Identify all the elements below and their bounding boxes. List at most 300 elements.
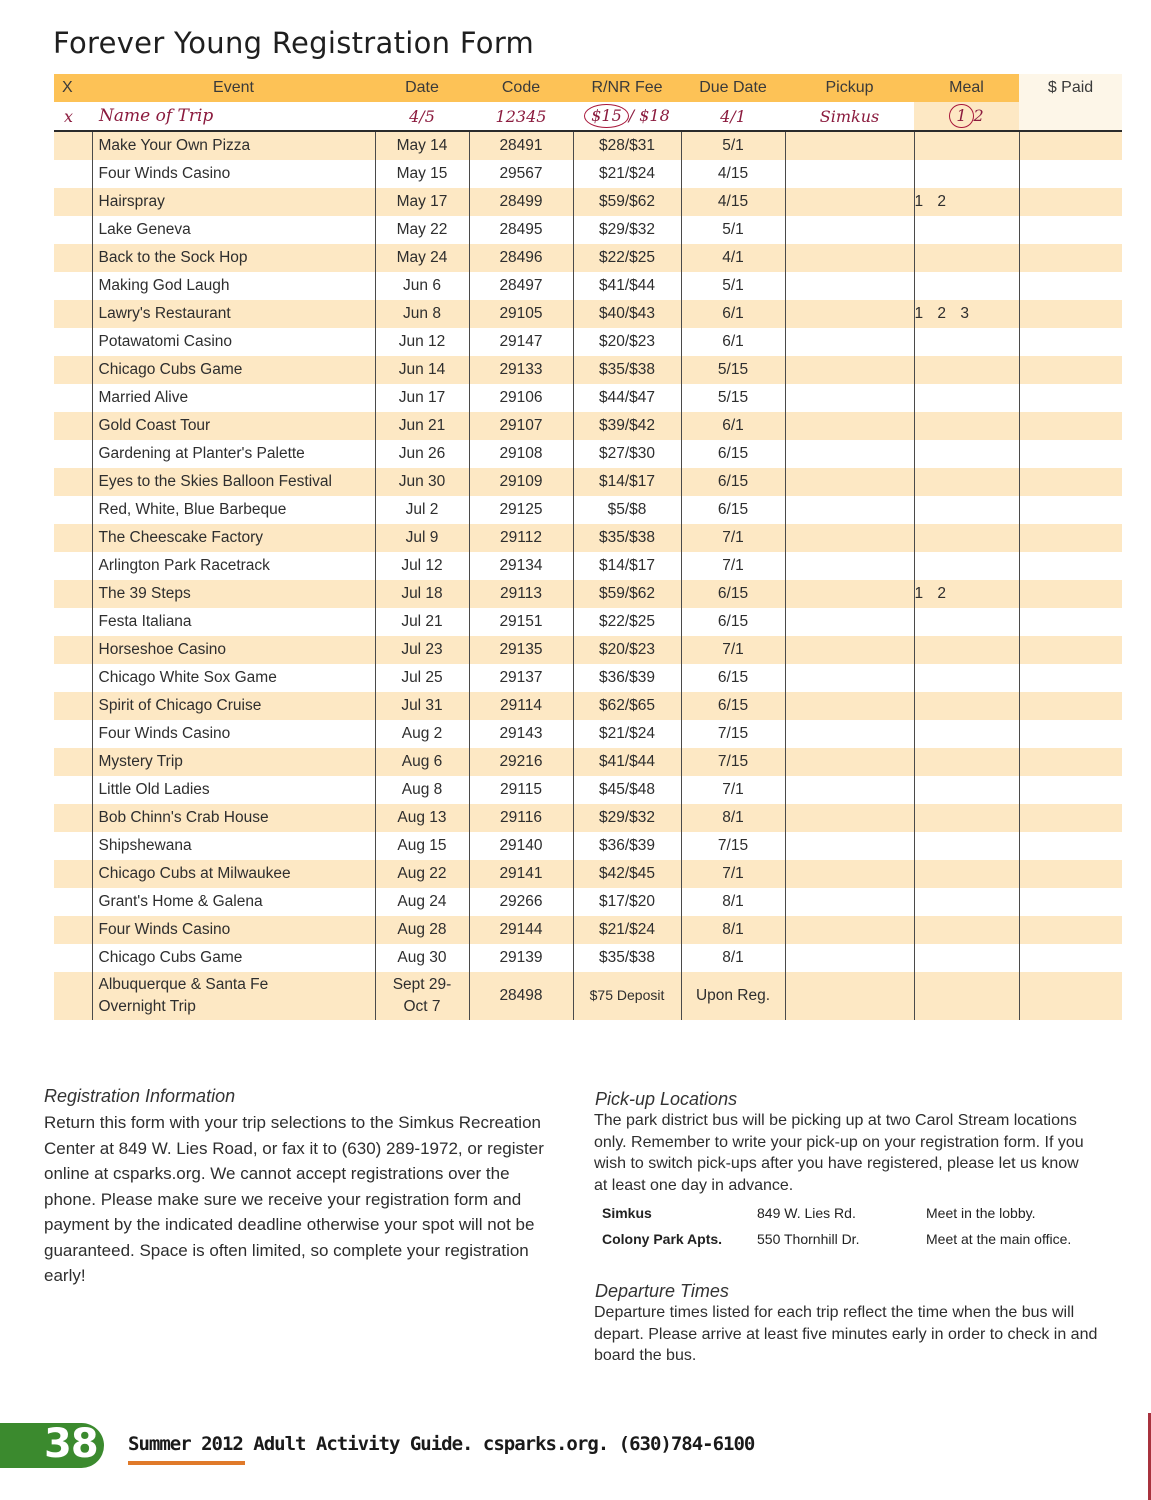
trip-meal xyxy=(914,216,1019,244)
trip-code: 29108 xyxy=(469,440,573,468)
sample-due: 4/1 xyxy=(681,102,785,131)
trip-code: 28496 xyxy=(469,244,573,272)
select-cell xyxy=(54,412,92,440)
trip-event: Lawry's Restaurant xyxy=(92,300,375,328)
trip-due-date: Upon Reg. xyxy=(681,972,785,1020)
trip-fee: $20/$23 xyxy=(573,328,681,356)
trip-event-line: Albuquerque & Santa Fe xyxy=(98,976,269,993)
select-cell xyxy=(54,216,92,244)
pickup-cell xyxy=(785,468,914,496)
trip-meal xyxy=(914,552,1019,580)
col-header-date: Date xyxy=(375,74,469,102)
trip-due-date: 6/1 xyxy=(681,412,785,440)
pickup-cell xyxy=(785,888,914,916)
header-row xyxy=(54,74,1122,102)
select-cell xyxy=(54,608,92,636)
trip-date: Jul 2 xyxy=(375,496,469,524)
pickup-row xyxy=(597,1200,1071,1226)
sample-code: 12345 xyxy=(469,102,573,131)
trip-due-date: 5/1 xyxy=(681,131,785,160)
trip-row xyxy=(54,804,1122,832)
trip-date-line: Sept 29- xyxy=(392,976,452,993)
trip-row xyxy=(54,188,1122,216)
select-cell xyxy=(54,244,92,272)
trip-due-date: 7/15 xyxy=(681,748,785,776)
pickup-cell xyxy=(785,720,914,748)
trip-date: Aug 15 xyxy=(375,832,469,860)
pickup-cell xyxy=(785,692,914,720)
select-cell xyxy=(54,272,92,300)
pickup-cell xyxy=(785,384,914,412)
trip-date: Jun 12 xyxy=(375,328,469,356)
pickup-cell xyxy=(785,131,914,160)
paid-cell xyxy=(1019,440,1122,468)
trip-fee: $35/$38 xyxy=(573,944,681,972)
trip-event: Chicago Cubs Game xyxy=(92,944,375,972)
trip-fee: $5/$8 xyxy=(573,496,681,524)
trip-date: Jul 18 xyxy=(375,580,469,608)
trip-row xyxy=(54,748,1122,776)
sample-row xyxy=(54,102,1122,131)
select-cell xyxy=(54,384,92,412)
trip-date: Jul 25 xyxy=(375,664,469,692)
pickup-heading: Pick-up Locations xyxy=(595,1089,738,1109)
col-header-fee: R/NR Fee xyxy=(573,74,681,102)
trip-event: Make Your Own Pizza xyxy=(92,131,375,160)
trip-fee: $42/$45 xyxy=(573,860,681,888)
trip-row xyxy=(54,524,1122,552)
trip-due-date: 4/15 xyxy=(681,160,785,188)
trip-fee xyxy=(573,972,681,1020)
pickup-cell xyxy=(785,412,914,440)
trip-code: 29105 xyxy=(469,300,573,328)
pickup-cell xyxy=(785,328,914,356)
trip-meal xyxy=(914,888,1019,916)
pickup-cell xyxy=(785,636,914,664)
trip-due-date: 7/15 xyxy=(681,832,785,860)
paid-cell xyxy=(1019,944,1122,972)
trip-date: Aug 22 xyxy=(375,860,469,888)
trip-date: Aug 13 xyxy=(375,804,469,832)
paid-cell xyxy=(1019,972,1122,1020)
trip-event: Chicago Cubs Game xyxy=(92,356,375,384)
trip-row xyxy=(54,860,1122,888)
trip-meal xyxy=(914,776,1019,804)
trip-code: 29139 xyxy=(469,944,573,972)
trip-fee: $14/$17 xyxy=(573,468,681,496)
select-cell xyxy=(54,804,92,832)
trip-code: 29151 xyxy=(469,608,573,636)
trip-fee: $36/$39 xyxy=(573,664,681,692)
paid-cell xyxy=(1019,412,1122,440)
pickup-cell xyxy=(785,748,914,776)
trip-due-date: 8/1 xyxy=(681,888,785,916)
paid-cell xyxy=(1019,860,1122,888)
meal-cell xyxy=(914,972,1019,1020)
select-cell xyxy=(54,131,92,160)
trip-date: May 22 xyxy=(375,216,469,244)
trip-fee: $44/$47 xyxy=(573,384,681,412)
paid-cell xyxy=(1019,524,1122,552)
paid-cell xyxy=(1019,328,1122,356)
pickup-cell xyxy=(785,356,914,384)
trip-row xyxy=(54,608,1122,636)
trip-meal xyxy=(914,832,1019,860)
trip-code: 28498 xyxy=(469,972,573,1020)
trip-code: 29112 xyxy=(469,524,573,552)
trip-event: Married Alive xyxy=(92,384,375,412)
sample-event: Name of Trip xyxy=(92,102,375,131)
trip-due-date: 5/1 xyxy=(681,216,785,244)
trip-date: Jun 30 xyxy=(375,468,469,496)
select-cell xyxy=(54,916,92,944)
trip-date: Aug 6 xyxy=(375,748,469,776)
pickup-cell xyxy=(785,832,914,860)
pickup-location-name: Colony Park Apts. xyxy=(602,1231,723,1247)
select-cell xyxy=(54,832,92,860)
pickup-cell xyxy=(785,804,914,832)
trip-row xyxy=(54,776,1122,804)
trip-due-date: 5/1 xyxy=(681,272,785,300)
trip-code: 29143 xyxy=(469,720,573,748)
select-cell xyxy=(54,972,92,1020)
trip-fee: $21/$24 xyxy=(573,160,681,188)
pickup-cell xyxy=(785,188,914,216)
trip-meal xyxy=(914,384,1019,412)
trip-row xyxy=(54,160,1122,188)
trip-meal xyxy=(914,720,1019,748)
trip-meal xyxy=(914,440,1019,468)
trip-row xyxy=(54,412,1122,440)
trip-code: 29106 xyxy=(469,384,573,412)
trip-due-date: 7/1 xyxy=(681,636,785,664)
trip-row xyxy=(54,300,1122,328)
trip-fee: $22/$25 xyxy=(573,244,681,272)
paid-cell xyxy=(1019,300,1122,328)
trip-event: Red, White, Blue Barbeque xyxy=(92,496,375,524)
trip-due-date: 7/1 xyxy=(681,860,785,888)
paid-cell xyxy=(1019,608,1122,636)
paid-cell xyxy=(1019,888,1122,916)
trip-row xyxy=(54,328,1122,356)
trip-row xyxy=(54,580,1122,608)
trip-date: Jun 6 xyxy=(375,272,469,300)
trip-due-date: 6/15 xyxy=(681,608,785,636)
trip-event: Four Winds Casino xyxy=(92,160,375,188)
trip-code: 29137 xyxy=(469,664,573,692)
trip-event: Four Winds Casino xyxy=(92,916,375,944)
trip-code: 29216 xyxy=(469,748,573,776)
trip-meal xyxy=(914,468,1019,496)
trip-event: The 39 Steps xyxy=(92,580,375,608)
trip-due-date: 6/1 xyxy=(681,328,785,356)
trip-event: Hairspray xyxy=(92,188,375,216)
trip-code: 29144 xyxy=(469,916,573,944)
trip-due-date: 4/1 xyxy=(681,244,785,272)
trip-row xyxy=(54,244,1122,272)
trip-code: 29141 xyxy=(469,860,573,888)
trip-event: Back to the Sock Hop xyxy=(92,244,375,272)
select-cell xyxy=(54,860,92,888)
trip-code: 29113 xyxy=(469,580,573,608)
pickup-location-address: 849 W. Lies Rd. xyxy=(757,1205,856,1221)
sample-fee-circled: $15 xyxy=(584,104,629,128)
trip-fee-text: $75 Deposit xyxy=(589,987,665,1003)
pickup-cell xyxy=(785,776,914,804)
trip-fee: $59/$62 xyxy=(573,188,681,216)
trip-date: Aug 24 xyxy=(375,888,469,916)
trip-meal xyxy=(914,412,1019,440)
trip-date: Aug 28 xyxy=(375,916,469,944)
trip-due-date: 7/15 xyxy=(681,720,785,748)
trip-date: May 24 xyxy=(375,244,469,272)
trip-due-date: 6/15 xyxy=(681,664,785,692)
trip-row xyxy=(54,888,1122,916)
trip-date: May 15 xyxy=(375,160,469,188)
paid-cell xyxy=(1019,244,1122,272)
paid-cell xyxy=(1019,131,1122,160)
registration-table xyxy=(54,74,1122,1020)
trip-meal xyxy=(914,328,1019,356)
paid-cell xyxy=(1019,692,1122,720)
registration-heading: Registration Information xyxy=(44,1086,236,1106)
trip-code: 29107 xyxy=(469,412,573,440)
trip-meal xyxy=(914,356,1019,384)
paid-cell xyxy=(1019,748,1122,776)
select-cell xyxy=(54,356,92,384)
select-cell xyxy=(54,188,92,216)
trip-due-date: 8/1 xyxy=(681,944,785,972)
paid-cell xyxy=(1019,552,1122,580)
select-cell xyxy=(54,720,92,748)
trip-fee: $41/$44 xyxy=(573,272,681,300)
paid-cell xyxy=(1019,832,1122,860)
pickup-cell xyxy=(785,216,914,244)
trip-event: Shipshewana xyxy=(92,832,375,860)
trip-fee: $20/$23 xyxy=(573,636,681,664)
select-cell xyxy=(54,468,92,496)
select-cell xyxy=(54,692,92,720)
trip-code: 28495 xyxy=(469,216,573,244)
pickup-cell xyxy=(785,972,914,1020)
trip-row xyxy=(54,664,1122,692)
trip-row xyxy=(54,972,1122,1020)
trip-event: Arlington Park Racetrack xyxy=(92,552,375,580)
trip-date: Jul 9 xyxy=(375,524,469,552)
select-cell xyxy=(54,748,92,776)
trip-meal: 1 2 3 xyxy=(914,300,1019,328)
trip-fee: $28/$31 xyxy=(573,131,681,160)
trip-meal xyxy=(914,692,1019,720)
trip-event: Bob Chinn's Crab House xyxy=(92,804,375,832)
trip-date: Jun 26 xyxy=(375,440,469,468)
trip-event: Grant's Home & Galena xyxy=(92,888,375,916)
trip-event: Eyes to the Skies Balloon Festival xyxy=(92,468,375,496)
select-cell xyxy=(54,580,92,608)
col-header-x: X xyxy=(54,74,92,102)
trip-row xyxy=(54,832,1122,860)
select-cell xyxy=(54,944,92,972)
sample-meal-other: 2 xyxy=(973,106,984,125)
trip-fee: $41/$44 xyxy=(573,748,681,776)
paid-cell xyxy=(1019,916,1122,944)
pickup-text: The park district bus will be picking up at two Carol Stream locations only. Remember to write your pick-up on your registration form. If you wish to switch pick-ups after you have registered, please let us know at least one day in advance. xyxy=(594,1112,1084,1194)
pickup-location-address: 550 Thornhill Dr. xyxy=(757,1231,860,1247)
sample-pickup: Simkus xyxy=(785,102,914,131)
sample-meal xyxy=(914,102,1019,131)
pickup-cell xyxy=(785,916,914,944)
trip-event: Chicago White Sox Game xyxy=(92,664,375,692)
paid-cell xyxy=(1019,216,1122,244)
trip-due-date: 7/1 xyxy=(681,776,785,804)
pickup-cell xyxy=(785,244,914,272)
trip-event: Gold Coast Tour xyxy=(92,412,375,440)
trip-date-line: Oct 7 xyxy=(403,998,441,1015)
trip-rows xyxy=(54,131,1122,1020)
trip-row xyxy=(54,440,1122,468)
trip-due-date: 6/15 xyxy=(681,468,785,496)
select-cell xyxy=(54,888,92,916)
sample-paid xyxy=(1019,102,1122,131)
paid-cell xyxy=(1019,776,1122,804)
select-cell xyxy=(54,636,92,664)
pickup-cell xyxy=(785,860,914,888)
trip-fee: $36/$39 xyxy=(573,832,681,860)
trip-row xyxy=(54,916,1122,944)
col-header-due-date: Due Date xyxy=(681,74,785,102)
trip-fee: $29/$32 xyxy=(573,804,681,832)
trip-due-date: 5/15 xyxy=(681,356,785,384)
trip-meal xyxy=(914,664,1019,692)
trip-meal: 1 2 xyxy=(914,188,1019,216)
pickup-location-note: Meet at the main office. xyxy=(926,1231,1072,1247)
pickup-cell xyxy=(785,272,914,300)
trip-event: Four Winds Casino xyxy=(92,720,375,748)
pickup-cell xyxy=(785,160,914,188)
trip-event-line: Overnight Trip xyxy=(98,998,196,1015)
trip-fee: $27/$30 xyxy=(573,440,681,468)
select-cell xyxy=(54,664,92,692)
trip-row xyxy=(54,384,1122,412)
trip-date: Jul 23 xyxy=(375,636,469,664)
trip-meal xyxy=(914,272,1019,300)
trip-code: 29266 xyxy=(469,888,573,916)
trip-meal xyxy=(914,748,1019,776)
trip-meal xyxy=(914,244,1019,272)
trip-row xyxy=(54,468,1122,496)
trip-due-date: 7/1 xyxy=(681,524,785,552)
col-header-paid: $ Paid xyxy=(1019,74,1122,102)
trip-code: 29109 xyxy=(469,468,573,496)
pickup-cell xyxy=(785,664,914,692)
trip-due-date: 4/15 xyxy=(681,188,785,216)
trip-date: Aug 8 xyxy=(375,776,469,804)
trip-date: Jun 8 xyxy=(375,300,469,328)
trip-row xyxy=(54,496,1122,524)
trip-fee: $59/$62 xyxy=(573,580,681,608)
departure-text: Departure times listed for each trip reflect the time when the bus will depart. Please arrive at least five minutes early in order to check in and board the bus. xyxy=(594,1304,1098,1364)
trip-due-date: 7/1 xyxy=(681,552,785,580)
trip-meal xyxy=(914,496,1019,524)
trip-fee: $14/$17 xyxy=(573,552,681,580)
trip-meal xyxy=(914,860,1019,888)
registration-text: Return this form with your trip selections to the Simkus Recreation Center at 849 W. Lies Road, or fax it to (630) 289-1972, or register online at csparks.org. We cannot accept registrations over the phone. Please make sure we receive your registration form and payment by the indicated deadline otherwise your spot will not be guaranteed. Space is often limited, so complete your registration early! xyxy=(44,1113,544,1285)
trip-row xyxy=(54,692,1122,720)
pickup-cell xyxy=(785,524,914,552)
trip-due-date: 6/15 xyxy=(681,440,785,468)
trip-event: Mystery Trip xyxy=(92,748,375,776)
select-cell xyxy=(54,496,92,524)
pickup-cell xyxy=(785,552,914,580)
trip-row xyxy=(54,356,1122,384)
sample-x: x xyxy=(54,102,92,131)
pickup-cell xyxy=(785,300,914,328)
pickup-cell xyxy=(785,496,914,524)
sample-fee xyxy=(573,102,681,131)
trip-event: The Cheescake Factory xyxy=(92,524,375,552)
trip-date: May 14 xyxy=(375,131,469,160)
pickup-location-note: Meet in the lobby. xyxy=(926,1205,1036,1221)
trip-event xyxy=(92,972,375,1020)
pickup-cell xyxy=(785,944,914,972)
trip-event: Chicago Cubs at Milwaukee xyxy=(92,860,375,888)
trip-code: 29115 xyxy=(469,776,573,804)
trip-event: Spirit of Chicago Cruise xyxy=(92,692,375,720)
trip-fee: $40/$43 xyxy=(573,300,681,328)
trip-row xyxy=(54,216,1122,244)
trip-date: Jun 21 xyxy=(375,412,469,440)
trip-meal xyxy=(914,160,1019,188)
pickup-location-name: Simkus xyxy=(602,1205,652,1221)
paid-cell xyxy=(1019,384,1122,412)
trip-date: May 17 xyxy=(375,188,469,216)
paid-cell xyxy=(1019,160,1122,188)
trip-fee: $35/$38 xyxy=(573,356,681,384)
paid-cell xyxy=(1019,356,1122,384)
trip-code: 29567 xyxy=(469,160,573,188)
paid-cell xyxy=(1019,580,1122,608)
paid-cell xyxy=(1019,664,1122,692)
trip-code: 29134 xyxy=(469,552,573,580)
paid-cell xyxy=(1019,496,1122,524)
pickup-locations-table xyxy=(597,1200,1071,1252)
pickup-cell xyxy=(785,580,914,608)
select-cell xyxy=(54,160,92,188)
page-number: 38 xyxy=(44,1421,98,1467)
trip-fee: $45/$48 xyxy=(573,776,681,804)
trip-due-date: 8/1 xyxy=(681,804,785,832)
trip-meal xyxy=(914,608,1019,636)
trip-date: Jun 14 xyxy=(375,356,469,384)
trip-fee: $17/$20 xyxy=(573,888,681,916)
trip-due-date: 6/15 xyxy=(681,692,785,720)
trip-date: Jul 31 xyxy=(375,692,469,720)
trip-code: 28491 xyxy=(469,131,573,160)
paid-cell xyxy=(1019,720,1122,748)
select-cell xyxy=(54,524,92,552)
trip-event: Lake Geneva xyxy=(92,216,375,244)
trip-fee: $35/$38 xyxy=(573,524,681,552)
page-title: Forever Young Registration Form xyxy=(53,26,535,60)
trip-fee: $21/$24 xyxy=(573,720,681,748)
trip-code: 28499 xyxy=(469,188,573,216)
trip-meal xyxy=(914,916,1019,944)
trip-date: Aug 30 xyxy=(375,944,469,972)
trip-row xyxy=(54,944,1122,972)
trip-fee: $39/$42 xyxy=(573,412,681,440)
trip-date: Jun 17 xyxy=(375,384,469,412)
trip-code: 28497 xyxy=(469,272,573,300)
